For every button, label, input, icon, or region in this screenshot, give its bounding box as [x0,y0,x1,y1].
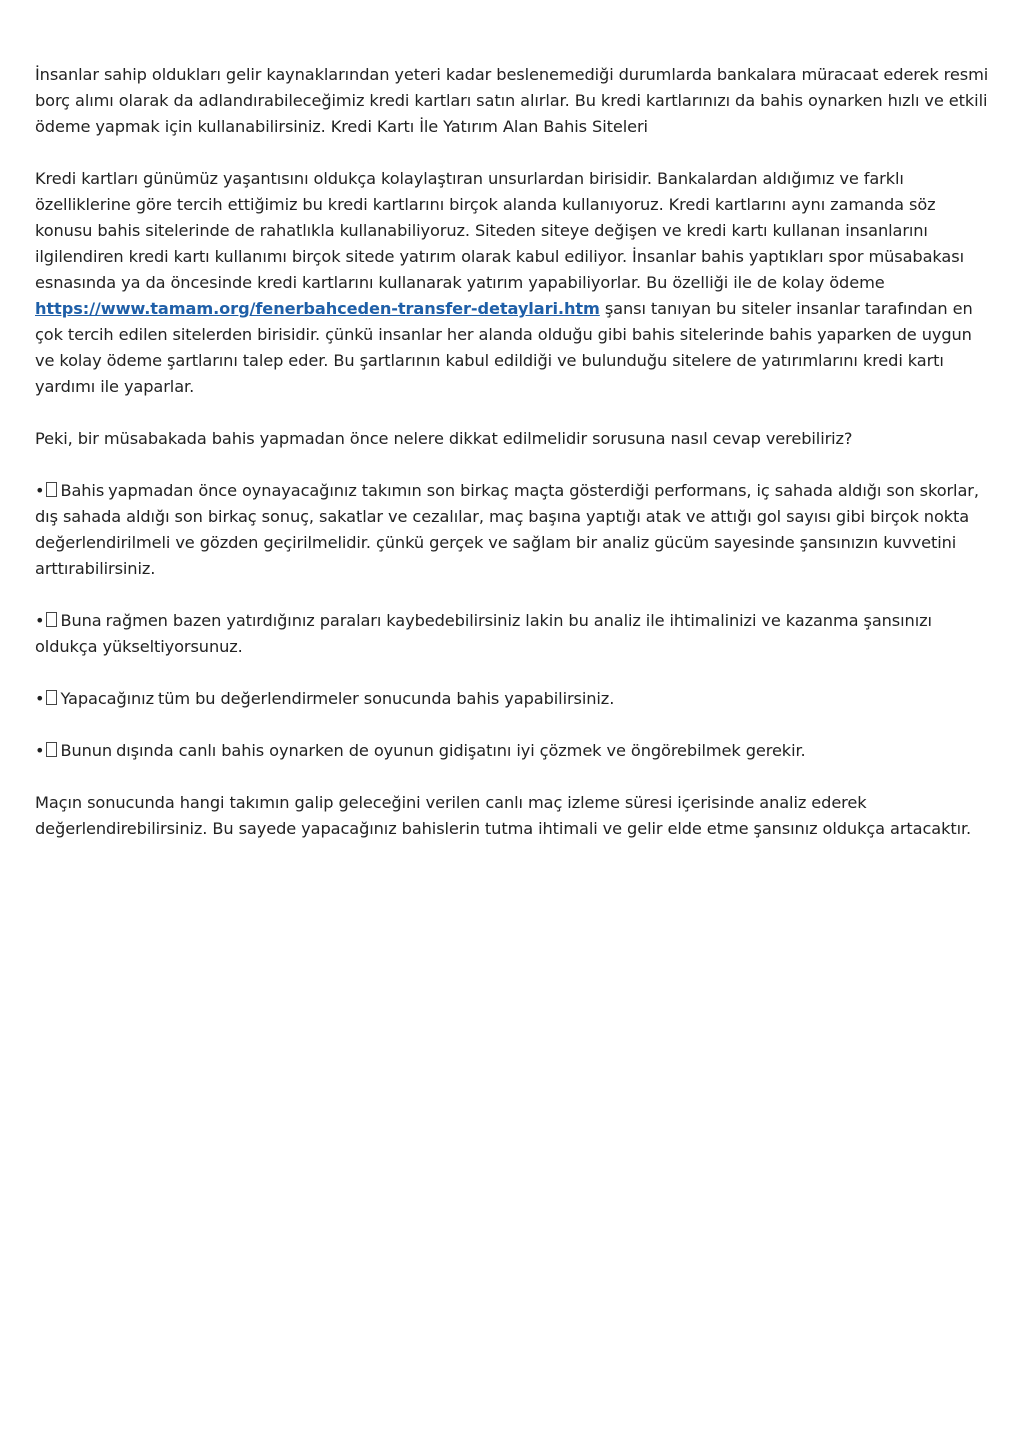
bullet-item [35,478,995,582]
bullet-icon: • [35,481,45,500]
paragraph-intro: İnsanlar sahip oldukları gelir kaynaklarından yeteri kadar beslenemediği durumlarda bankalara müracaat ederek resmi borç alımı olarak da adlandırabileceğimiz kredi kartları satın alırlar. Bu kredi kartlarınızı da bahis oynarken hızlı ve etkili ödeme yapmak için kullanabilirsiniz. Kredi Kartı İle Yatırım Alan Bahis Siteleri [35,65,989,136]
paragraph-question: Peki, bir müsabakada bahis yapmadan önce nelere dikkat edilmelidir sorusuna nasıl cevap verebiliriz? [35,429,853,448]
bullet-first-word: Buna [60,611,102,630]
bullet-icon: • [35,611,45,630]
missing-glyph-icon [46,482,57,497]
missing-glyph-icon [46,612,57,627]
bullet-icon: • [35,689,45,708]
bullet-first-word: Bahis [60,481,105,500]
paragraph-credit-cards-text-1: Kredi kartları günümüz yaşantısını oldukça kolaylaştıran unsurlardan birisidir. Bankalardan aldığımız ve farklı özelliklerine göre tercih ettiğimiz bu kredi kartlarını birçok alanda kullanıyoruz. Kredi kartlarını aynı zamanda söz konusu bahis sitelerinde de rahatlıkla kullanabiliyoruz. Siteden siteye değişen ve kredi kartı kullanan insanlarını ilgilendiren kredi kartı kullanımı birçok sitede yatırım olarak kabul ediliyor. İnsanlar bahis yaptıkları spor müsabakası esnasında ya da öncesinde kredi kartlarını kullanarak yatırım yapabiliyorlar. Bu özelliği ile de kolay ödeme [35,169,964,292]
paragraph-credit-cards [35,166,995,400]
bullet-first-word: Yapacağınız [60,689,154,708]
paragraph-credit-cards-text-2: şansı tanıyan bu siteler insanlar tarafından en çok tercih edilen sitelerden birisidir. çünkü insanlar her alanda olduğu gibi bahis sitelerinde bahis yaparken de uygun ve kolay ödeme şartlarını talep eder. Bu şartlarının kabul edildiği ve bulunduğu sitelere de yatırımlarını kredi kartı yardımı ile yaparlar. [35,299,973,396]
missing-glyph-icon [46,690,57,705]
bullet-item [35,686,995,712]
bullet-item [35,608,995,660]
bullet-text: tüm bu değerlendirmeler sonucunda bahis yapabilirsiniz. [157,689,615,708]
bullet-icon: • [35,741,45,760]
tamam-article-link[interactable]: https://www.tamam.org/fenerbahceden-transfer-detaylari.htm [35,299,600,318]
bullet-first-word: Bunun [60,741,113,760]
bullet-text: yapmadan önce oynayacağınız takımın son birkaç maçta gösterdiği performans, iç sahada aldığı son skorlar, dış sahada aldığı son birkaç sonuç, sakatlar ve cezalılar, maç başına yaptığı atak ve attığı gol sayısı gibi birçok nokta değerlendirilmeli ve gözden geçirilmelidir. çünkü gerçek ve sağlam bir analiz gücüm sayesinde şansınızın kuvvetini arttırabilirsiniz. [35,481,979,578]
document-page [35,62,995,868]
paragraph-conclusion: Maçın sonucunda hangi takımın galip geleceğini verilen canlı maç izleme süresi içerisinde analiz ederek değerlendirebilirsiniz. Bu sayede yapacağınız bahislerin tutma ihtimali ve gelir elde etme şansınız oldukça artacaktır. [35,793,972,838]
bullet-text: rağmen bazen yatırdığınız paraları kaybedebilirsiniz lakin bu analiz ile ihtimalinizi ve kazanma şansınızı oldukça yükseltiyorsunuz. [35,611,932,656]
bullet-item [35,738,995,764]
bullet-text: dışında canlı bahis oynarken de oyunun gidişatını iyi çözmek ve öngörebilmek gerekir. [116,741,806,760]
missing-glyph-icon [46,742,57,757]
